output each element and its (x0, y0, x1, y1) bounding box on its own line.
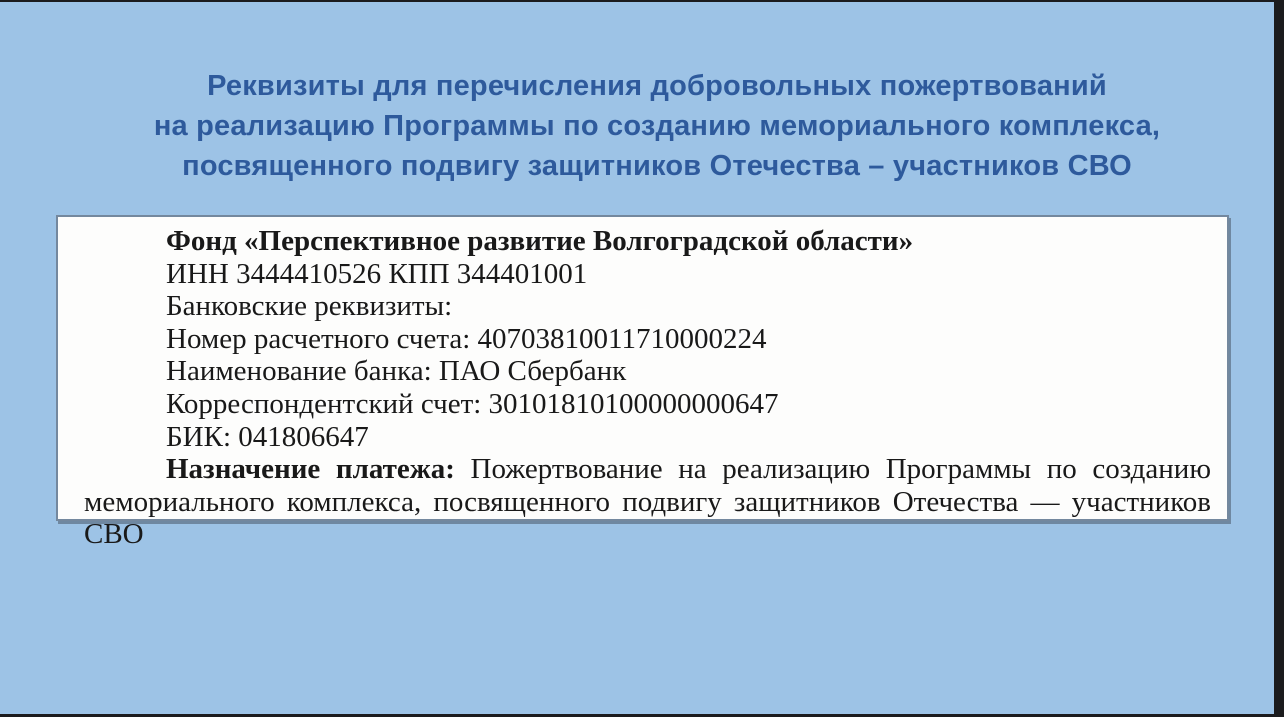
presentation-slide (0, 2, 1274, 714)
slide-title-line-1: Реквизиты для перечисления добровольных пожертвований (207, 70, 1107, 102)
settlement-account-line: Номер расчетного счета: 40703810011710000224 (166, 322, 767, 355)
payment-purpose-line-1 (166, 453, 1211, 486)
fund-name: Фонд «Перспективное развитие Волгоградской области» (166, 225, 914, 257)
slide-title-line-3: посвященного подвигу защитников Отечества – участников СВО (182, 150, 1132, 182)
scanned-requisites-document (56, 215, 1229, 551)
inn-kpp-line: ИНН 3444410526 КПП 344401001 (166, 257, 588, 290)
payment-purpose-label: Назначение платежа: (166, 453, 455, 486)
payment-purpose-line-2: мемориального комплекса, посвященного подвигу защитников Отечества — участников СВО (84, 485, 1211, 551)
payment-purpose-text-1: Пожертвование на реализацию Программы по созданию (470, 453, 1211, 486)
bank-details-heading: Банковские реквизиты: (166, 290, 453, 323)
bik-line: БИК: 041806647 (166, 420, 369, 453)
bank-name-line: Наименование банка: ПАО Сбербанк (166, 355, 627, 388)
slide-title (48, 66, 1266, 186)
slide-title-line-2: на реализацию Программы по созданию мемориального комплекса, (153, 110, 1161, 142)
corr-account-line: Корреспондентский счет: 30101810100000000647 (166, 387, 779, 420)
